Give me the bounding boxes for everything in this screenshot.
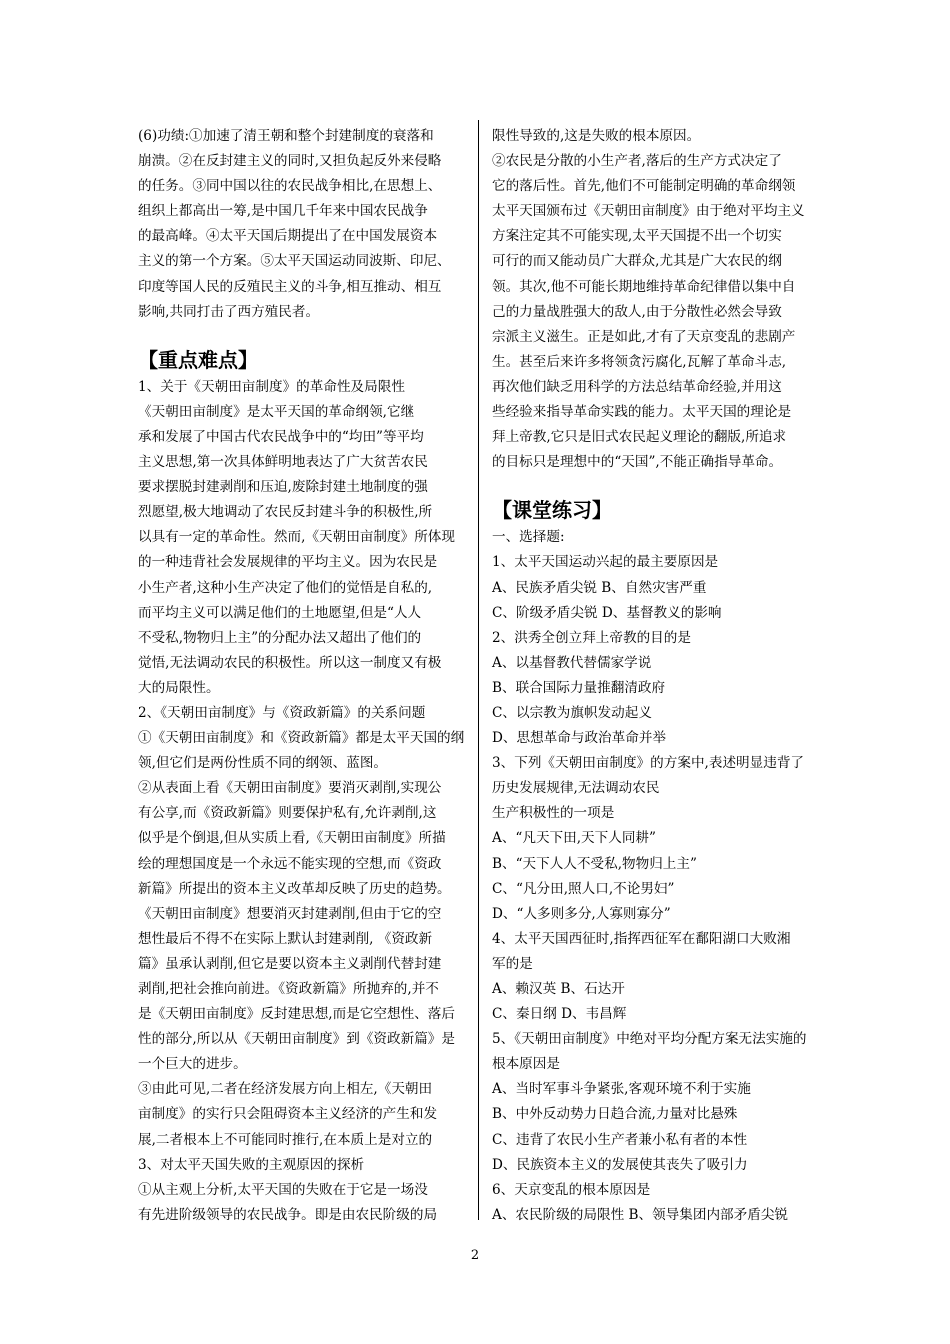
text-line: 大的局限性。 (138, 679, 220, 696)
text-line: 5、《天朝田亩制度》中绝对平均分配方案无法实施的 (492, 1031, 807, 1048)
text-line: 主义的第一个方案。⑤太平天国运动同波斯、印尼、 (138, 253, 451, 270)
text-line: 拜上帝教,它只是旧式农民起义理论的翻版,所追求 (492, 429, 787, 446)
text-line: 生产积极性的一项是 (492, 805, 615, 822)
text-line: 领。其次,他不可能长期地维持革命纪律借以集中自 (492, 278, 796, 295)
text-line: 剥削,把社会推向前进。《资政新篇》所抛弃的,并不 (138, 981, 439, 997)
text-line: C、“凡分田,照人口,不论男妇” (492, 880, 675, 897)
text-line: 承和发展了中国古代农民战争中的“均田”等平均 (138, 428, 424, 445)
section-heading-practice: 【课堂练习】 (492, 498, 612, 523)
text-line: 再次他们缺乏用科学的方法总结革命经验,并用这 (492, 378, 782, 395)
text-line: 绘的理想国度是一个永远不能实现的空想,而《资政 (138, 855, 442, 872)
text-line: 2、《天朝田亩制度》与《资政新篇》的关系问题 (138, 704, 426, 721)
text-line: 似乎是个倒退,但从实质上看,《天朝田亩制度》所描 (138, 830, 446, 847)
text-line: 些经验来指导革命实践的能力。太平天国的理论是 (492, 404, 792, 421)
text-line: A、农民阶级的局限性 B、领导集团内部矛盾尖锐 (492, 1206, 789, 1223)
text-line: 宗派主义滋生。正是如此,才有了天京变乱的悲剧产 (492, 328, 796, 345)
text-line: 己的力量战胜强大的敌人,由于分散性必然会导致 (492, 303, 782, 320)
text-line: B、“天下人人不受私,物物归上主” (492, 855, 697, 872)
text-line: 新篇》所提出的资本主义改革却反映了历史的趋势。 (138, 880, 451, 897)
text-line: C、阶级矛盾尖锐 D、基督教义的影响 (492, 604, 722, 621)
text-line: 一个巨大的进步。 (138, 1056, 247, 1073)
practice-body (492, 525, 820, 1228)
text-line: 4、太平天国西征时,指挥西征军在鄱阳湖口大败湘 (492, 930, 791, 947)
text-line: 烈愿望,极大地调动了农民反封建斗争的积极性,所 (138, 504, 433, 521)
text-line: 的最高峰。④太平天国后期提出了在中国发展资本 (138, 228, 438, 245)
text-line: A、“凡天下田,天下人同耕” (492, 830, 656, 847)
right-top-paragraph (492, 124, 820, 475)
text-line: 1、关于《天朝田亩制度》的革命性及局限性 (138, 378, 405, 395)
text-line: 《天朝田亩制度》是太平天国的革命纲领,它继 (138, 403, 415, 420)
text-line: 太平天国颁布过《天朝田亩制度》由于绝对平均主义 (492, 203, 805, 220)
text-line: 方案注定其不可能实现,太平天国提不出一个切实 (492, 228, 782, 245)
text-line: 领,但它们是两份性质不同的纲领、蓝图。 (138, 755, 388, 772)
text-line: 主义思想,第一次具体鲜明地表达了广大贫苦农民 (138, 454, 428, 471)
text-line: ①《天朝田亩制度》和《资政新篇》都是太平天国的纲 (138, 730, 465, 747)
text-line: 而平均主义可以满足他们的土地愿望,但是“人人 (138, 604, 422, 621)
column-divider (478, 120, 479, 1220)
text-line: 篇》虽承认剥削,但它是要以资本主义剥削代替封建 (138, 955, 442, 972)
text-line: ①从主观上分析,太平天国的失败在于它是一场没 (138, 1181, 428, 1198)
text-line: D、“人多则多分,人寡则寡分” (492, 905, 671, 922)
text-line: C、违背了农民小生产者兼小私有者的本性 (492, 1131, 748, 1148)
text-line: 的任务。③同中国以往的农民战争相比,在思想上、 (138, 178, 442, 195)
text-line: 的一种违背社会发展规律的平均主义。因为农民是 (138, 554, 438, 571)
text-line: 性的部分,所以从《天朝田亩制度》到《资政新篇》是 (138, 1031, 455, 1048)
page-number: 2 (470, 1248, 480, 1263)
text-line: C、以宗教为旗帜发动起义 (492, 704, 652, 721)
text-line: 1、太平天国运动兴起的最主要原因是 (492, 554, 719, 571)
text-line: C、秦日纲 D、韦昌辉 (492, 1006, 627, 1023)
spacer (492, 475, 820, 491)
text-line: 印度等国人民的反殖民主义的斗争,相互推动、相互 (138, 278, 442, 295)
text-line: 有先进阶级领导的农民战争。即是由农民阶级的局 (138, 1206, 438, 1223)
text-line: 3、下列《天朝田亩制度》的方案中,表述明显违背了 (492, 755, 805, 772)
text-line: 《天朝田亩制度》想要消灭封建剥削,但由于它的空 (138, 905, 442, 922)
spacer (138, 325, 466, 341)
text-line: A、当时军事斗争紧张,客观环境不利于实施 (492, 1081, 751, 1098)
text-line: ②农民是分散的小生产者,落后的生产方式决定了 (492, 153, 782, 170)
key-points-body (138, 375, 466, 1228)
text-line: 不受私,物物归上主”的分配办法又超出了他们的 (138, 629, 422, 646)
text-line: 可行的而又能动员广大群众,尤其是广大农民的纲 (492, 253, 782, 270)
text-line: 是《天朝田亩制度》反封建思想,而是它空想性、落后 (138, 1006, 455, 1023)
text-line: 生。甚至后来许多将领贪污腐化,瓦解了革命斗志, (492, 353, 787, 370)
text-line: ②从表面上看《天朝田亩制度》要消灭剥削,实现公 (138, 780, 442, 797)
text-line: 6、天京变乱的根本原因是 (492, 1181, 651, 1198)
text-line: 2、洪秀全创立拜上帝教的目的是 (492, 629, 691, 646)
text-line: B、中外反动势力日趋合流,力量对比悬殊 (492, 1106, 738, 1123)
text-line: 的目标只是理想中的“天国”,不能正确指导革命。 (492, 454, 783, 471)
text-line: 根本原因是 (492, 1056, 560, 1073)
text-line: 限性导致的,这是失败的根本原因。 (492, 128, 701, 144)
text-line: 影响,共同打击了西方殖民者。 (138, 303, 320, 320)
text-line: A、赖汉英 B、石达开 (492, 981, 625, 997)
text-line: 一、选择题: (492, 529, 565, 546)
text-line: 亩制度》的实行只会阻碍资本主义经济的产生和发 (138, 1106, 438, 1123)
text-line: D、民族资本主义的发展使其丧失了吸引力 (492, 1156, 748, 1173)
text-line: A、以基督教代替儒家学说 (492, 654, 652, 671)
text-line: D、思想革命与政治革命并举 (492, 730, 667, 747)
text-line: 军的是 (492, 955, 533, 972)
text-line: 3、对太平天国失败的主观原因的探析 (138, 1156, 365, 1173)
text-line: 它的落后性。首先,他们不可能制定明确的革命纲领 (492, 178, 796, 195)
left-column (138, 124, 466, 1228)
text-line: (6)功绩:①加速了清王朝和整个封建制度的衰落和 (138, 128, 434, 144)
section-heading-key-points: 【重点难点】 (138, 347, 258, 372)
text-line: ③由此可见,二者在经济发展方向上相左,《天朝田 (138, 1081, 433, 1098)
text-line: 要求摆脱封建剥削和压迫,废除封建土地制度的强 (138, 479, 428, 496)
text-line: 崩溃。②在反封建主义的同时,又担负起反外来侵略 (138, 153, 442, 170)
text-line: B、联合国际力量推翻清政府 (492, 679, 666, 696)
text-line: 有公享,而《资政新篇》则要保护私有,允许剥削,这 (138, 805, 437, 822)
text-line: 想性最后不得不在实际上默认封建剥削, 《资政新 (138, 930, 433, 947)
text-line: 以具有一定的革命性。然而,《天朝田亩制度》所体现 (138, 529, 455, 546)
text-line: 历史发展规律,无法调动农民 (492, 780, 660, 797)
left-top-paragraph (138, 124, 466, 325)
text-line: 觉悟,无法调动农民的积极性。所以这一制度又有极 (138, 654, 442, 671)
right-column (492, 124, 820, 1228)
text-line: 组织上都高出一筹,是中国几千年来中国农民战争 (138, 203, 428, 220)
text-line: A、民族矛盾尖锐 B、自然灾害严重 (492, 579, 707, 596)
text-line: 展,二者根本上不可能同时推行,在本质上是对立的 (138, 1131, 433, 1148)
text-line: 小生产者,这种小生产决定了他们的觉悟是自私的, (138, 579, 433, 596)
